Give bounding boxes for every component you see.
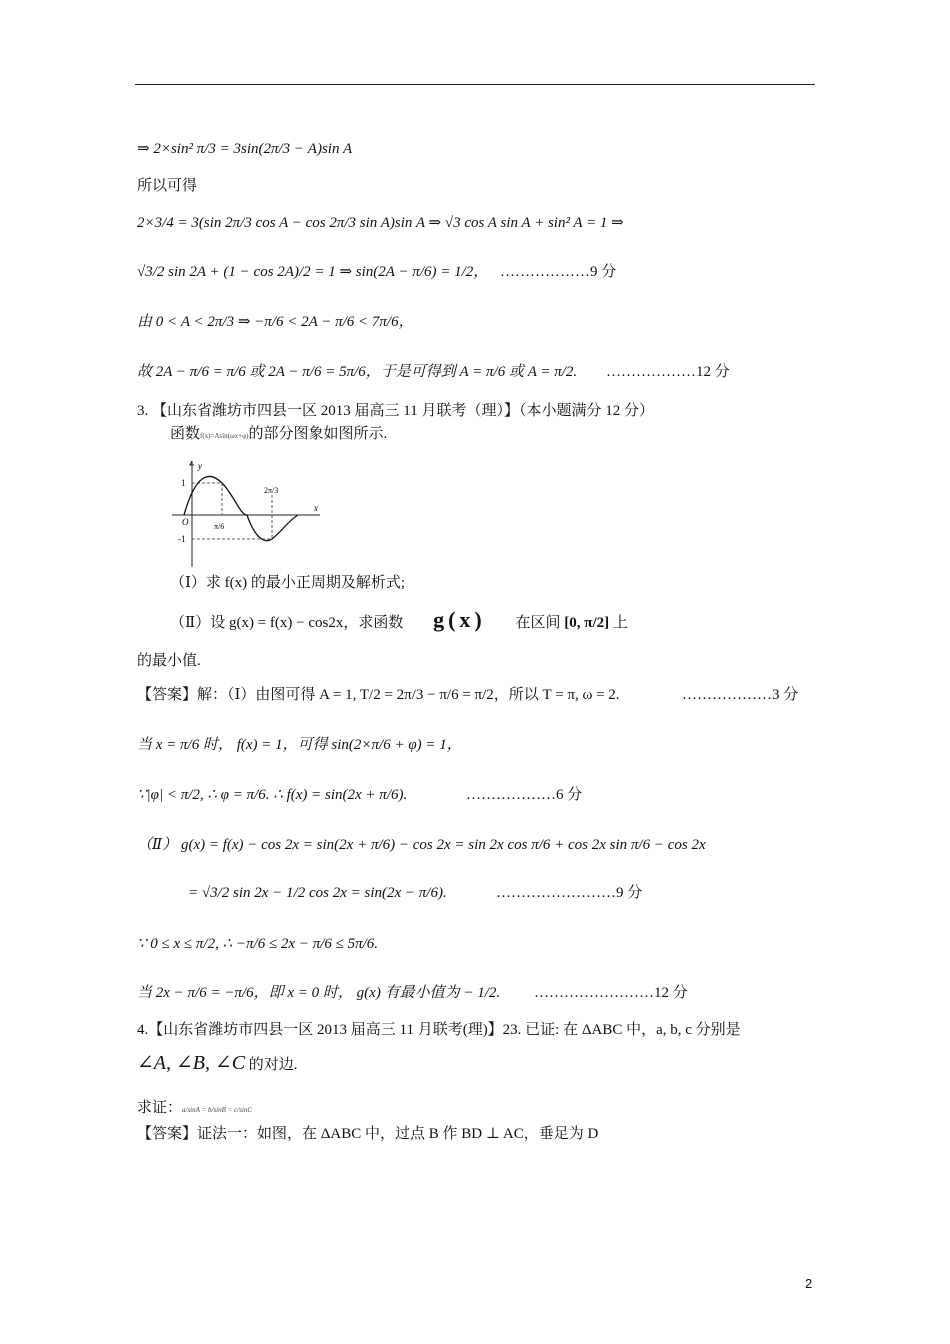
q3-func-pre: 函数 [170,426,201,442]
twopi3-label: 2π/3 [264,486,279,495]
question-4-title: 4.【山东省潍坊市四县一区 2013 届高三 11 月联考(理)】23. 已证: 在 ΔABC 中，a, b, c 分别是 [137,1022,741,1038]
q3-func-formula: f(x)=Asin(ωx+φ) [200,432,249,440]
sine-graph-figure [168,455,328,570]
x-label: x [314,503,318,513]
answer-line-5-score: ……………………9 分 [496,885,643,901]
answer-line-2: 当 x = π/6 时， f(x) = 1，可得 sin(2×π/6 + φ) = 1， [137,737,462,753]
line-3: 2×3/4 = 3(sin 2π/3 cos A − cos 2π/3 sin A)sin A ⇒ √3 cos A sin A + sin² A = 1 ⇒ [137,215,624,231]
question-4-prove [137,1098,252,1120]
q3-func-post: 的部分图象如图所示. [248,426,388,442]
q3-ii-gx: g(x) [433,607,486,632]
pi6-label: π/6 [214,522,225,531]
question-4-answer: 【答案】证法一：如图，在 ΔABC 中，过点 B 作 BD ⊥ AC，垂足为 D [137,1126,599,1142]
tick-neg1-label: -1 [178,534,186,544]
answer-line-5: = √3/2 sin 2x − 1/2 cos 2x = sin(2x − π/6). [188,885,447,901]
tick-1-label: 1 [181,478,186,488]
line-2: 所以可得 [137,178,198,194]
q4-angles-post: 的对边. [248,1057,298,1073]
answer-line-3: ∵|φ| < π/2, ∴ φ = π/6. ∴ f(x) = sin(2x + π/6). [137,787,408,803]
answer-line-7-score: ……………………12 分 [534,985,688,1001]
q4-prove-formula: a/sinA = b/sinB = c/sinC [182,1106,253,1114]
question-3-function [170,424,387,446]
line-6-score: ………………12 分 [606,364,730,380]
q3-ii-interval: [0, π/2] [564,615,610,631]
question-3-part-1: （Ⅰ）求 f(x) 的最小正周期及解析式; [170,575,406,591]
line-5: 由 0 < A < 2π/3 ⇒ −π/6 < 2A − π/6 < 7π/6， [137,314,414,330]
line-6: 故 2A − π/6 = π/6 或 2A − π/6 = 5π/6，于是可得到 A = π/6 或 A = π/2. [137,364,578,380]
answer-line-3-score: ………………6 分 [466,787,583,803]
line-4-score: ………………9 分 [500,264,617,280]
question-3-part-2-tail: 的最小值. [137,653,201,669]
answer-line-1: 【答案】解：（Ⅰ）由图可得 A = 1, T/2 = 2π/3 − π/6 = π/2，所以 T = π, ω = 2. [137,687,620,703]
q3-ii-mid: 在区间 [515,615,561,631]
question-3-part-2 [170,607,628,633]
q4-angles: ∠A, ∠B, ∠C [137,1052,246,1074]
answer-line-6: ∵ 0 ≤ x ≤ π/2, ∴ −π/6 ≤ 2x − π/6 ≤ 5π/6. [137,936,379,952]
question-4-angles [137,1053,298,1075]
header-rule [135,84,815,85]
answer-line-1-score: ………………3 分 [682,687,799,703]
q4-prove-pre: 求证： [137,1100,183,1116]
line-4: √3/2 sin 2A + (1 − cos 2A)/2 = 1 ⇒ sin(2A − π/6) = 1/2， [137,264,489,280]
origin-label: O [182,517,189,527]
page-number: 2 [805,1276,813,1291]
sine-curve [184,476,298,540]
q3-ii-post: 上 [612,615,628,631]
y-label: y [198,461,202,471]
answer-line-4: （Ⅱ） g(x) = f(x) − cos 2x = sin(2x + π/6) − cos 2x = sin 2x cos π/6 + cos 2x sin π/6 − cos 2x [137,837,706,853]
answer-line-7: 当 2x − π/6 = −π/6，即 x = 0 时， g(x) 有最小值为 − 1/2. [137,985,501,1001]
question-3-title: 3. 【山东省潍坊市四县一区 2013 届高三 11 月联考（理）】（本小题满分 12 分） [137,403,654,419]
q3-ii-pre: （Ⅱ）设 g(x) = f(x) − cos2x，求函数 [170,615,404,631]
line-1: ⇒ 2×sin² π/3 = 3sin(2π/3 − A)sin A [137,141,353,157]
